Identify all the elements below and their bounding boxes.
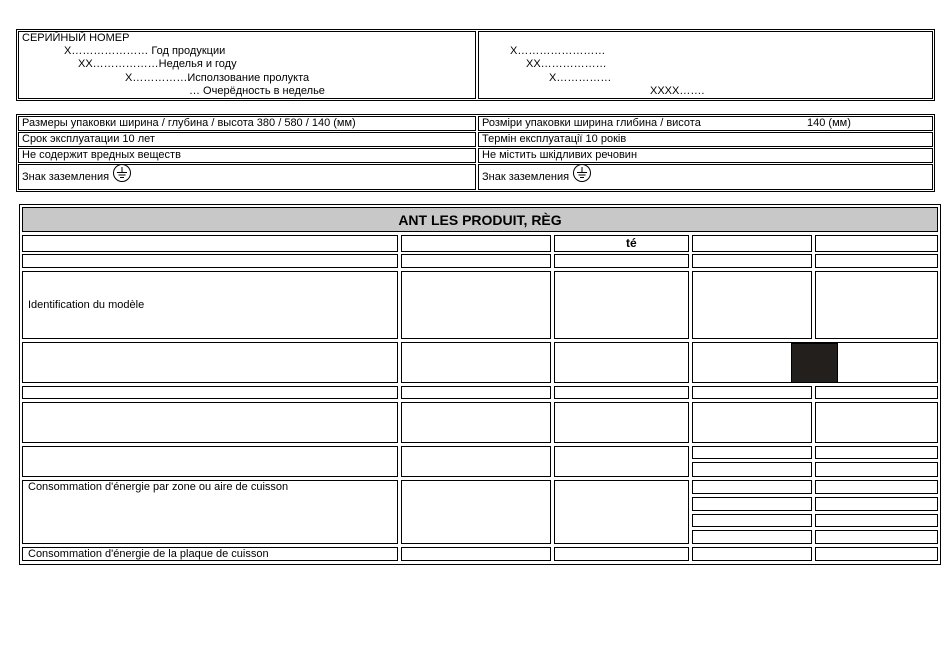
serial-line-year: X………………… Год продукции	[64, 45, 226, 57]
table-cell	[22, 342, 398, 383]
product-table-title: ANT LES PRODUIT, RÈG	[22, 207, 938, 232]
table-cell	[401, 402, 551, 443]
table-cell	[401, 480, 551, 544]
specs-uk-no-harmful: Не містить шкідливих речовин	[482, 149, 638, 161]
specs-uk-ground	[482, 167, 591, 187]
table-cell	[692, 271, 812, 339]
table-cell	[22, 254, 398, 268]
serial-line-week: XX………………Неделья и году	[78, 58, 237, 70]
table-cell	[692, 235, 812, 252]
black-swatch	[791, 343, 838, 383]
table-cell	[692, 497, 812, 511]
table-cell	[401, 446, 551, 477]
table-cell	[22, 386, 398, 399]
table-cell	[22, 402, 398, 443]
serial-line-order: … Очерёдность в неделье	[189, 85, 325, 97]
table-cell	[692, 547, 812, 561]
serial-right-line4: XXXX…….	[650, 85, 705, 97]
specs-uk-dimensions-value: 140 (мм)	[807, 117, 851, 129]
table-cell	[554, 547, 689, 561]
table-cell	[815, 235, 938, 252]
table-cell	[692, 480, 812, 494]
table-header-cell	[554, 235, 689, 252]
table-cell	[815, 254, 938, 268]
table-cell	[554, 254, 689, 268]
table-cell	[554, 342, 689, 383]
table-cell	[554, 446, 689, 477]
table-cell	[554, 402, 689, 443]
table-cell	[692, 402, 812, 443]
specs-uk-dimensions: Розміри упаковки ширина глибина / висота	[482, 117, 701, 129]
table-cell	[401, 342, 551, 383]
table-cell	[692, 514, 812, 527]
table-cell	[815, 386, 938, 399]
table-cell	[692, 254, 812, 268]
table-cell	[692, 462, 812, 477]
specs-ru-dimensions: Размеры упаковки ширина / глубина / высота 380 / 580 / 140 (мм)	[22, 117, 356, 129]
table-cell	[692, 530, 812, 544]
specs-uk-ground-label: Знак заземления	[482, 171, 570, 183]
ground-symbol-icon	[113, 164, 131, 182]
serial-number-title: СЕРИЙНЫЙ НОМЕР	[22, 32, 130, 44]
table-cell	[815, 480, 938, 494]
consumption-zone-label: Consommation d'énergie par zone ou aire de cuisson	[28, 481, 289, 493]
table-cell	[815, 547, 938, 561]
table-cell	[815, 446, 938, 459]
table-cell	[815, 497, 938, 511]
table-cell	[815, 514, 938, 527]
table-cell	[554, 271, 689, 339]
table-cell	[554, 480, 689, 544]
table-cell	[22, 446, 398, 477]
table-cell	[401, 386, 551, 399]
serial-line-usage: X……………Исползование пролукта	[125, 72, 310, 84]
table-cell	[692, 446, 812, 459]
table-header-col3: té	[626, 236, 637, 250]
table-cell	[815, 271, 938, 339]
specs-ru-ground	[22, 167, 131, 187]
ground-symbol-icon	[573, 164, 591, 182]
table-cell	[401, 271, 551, 339]
table-cell	[815, 462, 938, 477]
table-cell	[554, 386, 689, 399]
table-cell	[401, 235, 551, 252]
serial-right-line1: X……………………	[510, 45, 606, 57]
identification-label: Identification du modèle	[28, 299, 145, 311]
serial-right-line3: X……………	[549, 72, 612, 84]
table-cell	[401, 254, 551, 268]
table-cell	[692, 386, 812, 399]
serial-right-line2: XX………………	[526, 58, 607, 70]
consumption-plate-label: Consommation d'énergie de la plaque de cuisson	[28, 548, 269, 560]
table-cell	[401, 547, 551, 561]
specs-uk-lifetime: Термін експлуатації 10 років	[482, 133, 627, 145]
table-cell	[815, 402, 938, 443]
table-cell	[815, 530, 938, 544]
specs-ru-no-harmful: Не содержит вредных веществ	[22, 149, 181, 161]
table-cell	[22, 235, 398, 252]
specs-ru-lifetime: Срок эксплуатации 10 лет	[22, 133, 155, 145]
specs-ru-ground-label: Знак заземления	[22, 171, 110, 183]
